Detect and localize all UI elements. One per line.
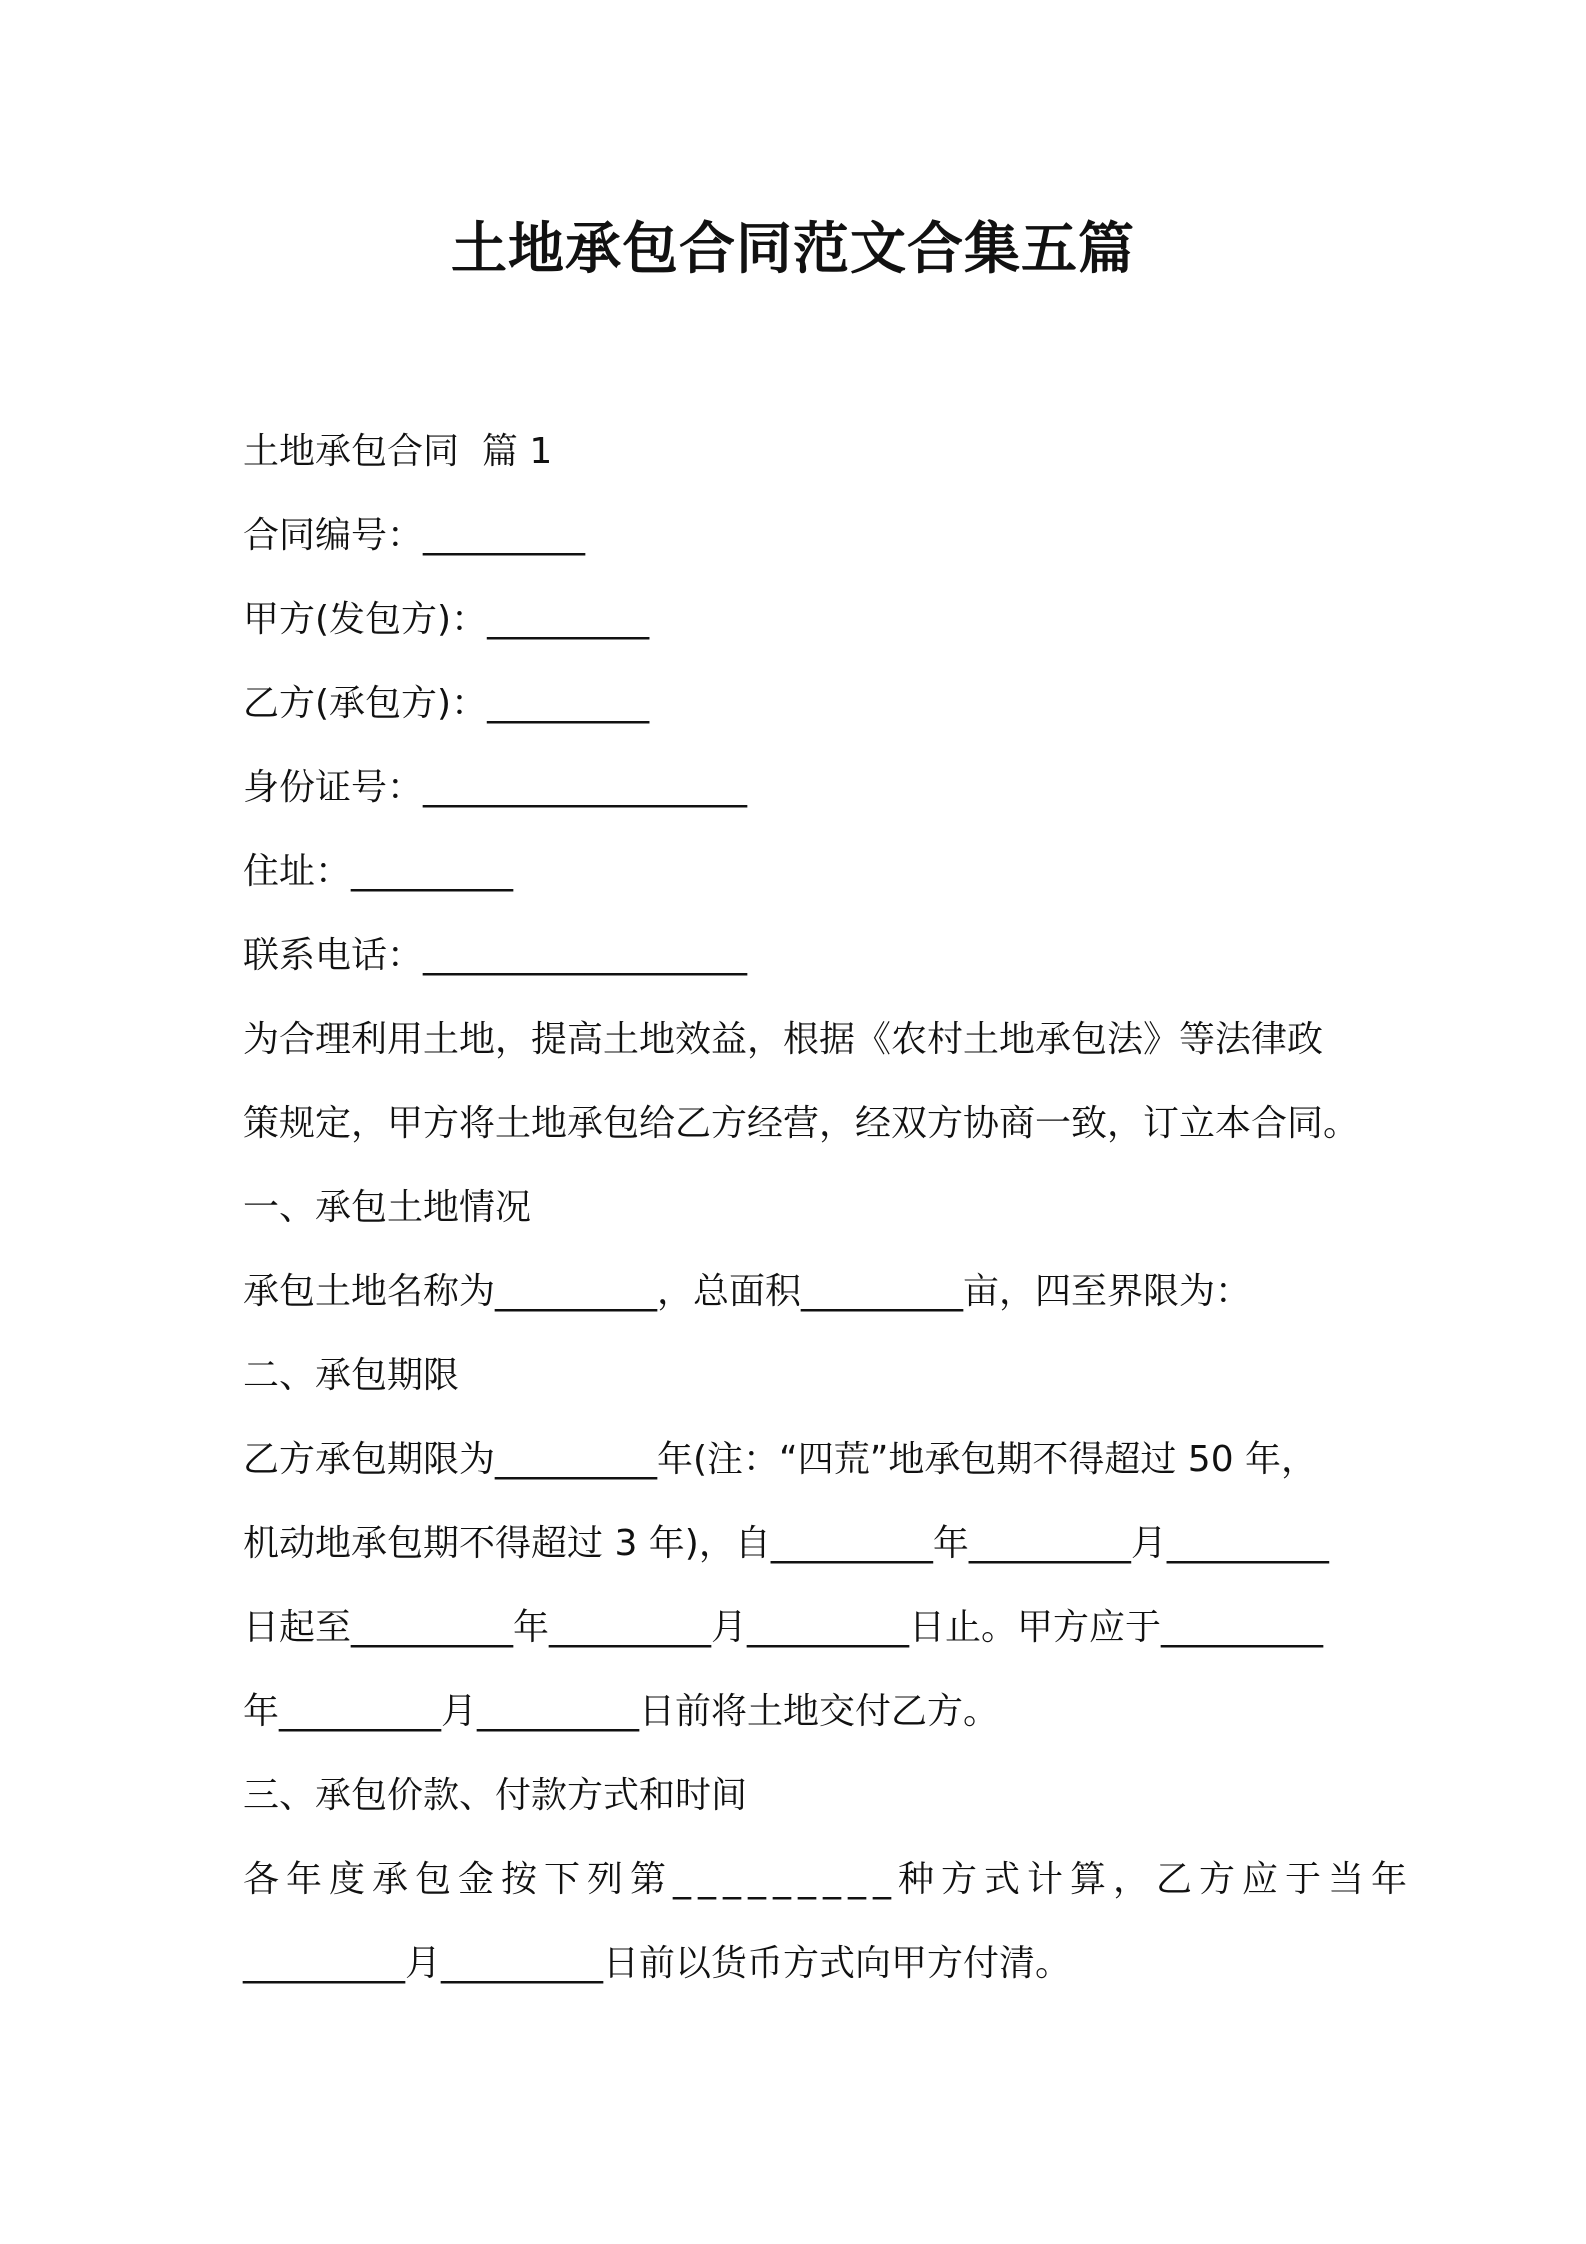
id-number-field: 身份证号：__________________ [243, 767, 748, 808]
land-info-line: 承包土地名称为_________，总面积_________亩，四至界限为： [243, 1271, 1252, 1312]
term-line-3: 日起至_________年_________月_________日止。甲方应于_________ [243, 1607, 1324, 1648]
section-header: 土地承包合同 篇 1 [243, 431, 553, 472]
heading-land-info: 一、承包土地情况 [243, 1187, 532, 1228]
party-a-field: 甲方(发包方)：_________ [243, 599, 650, 640]
address-field: 住址：_________ [243, 851, 514, 892]
phone-field: 联系电话：__________________ [243, 935, 748, 976]
payment-line-2: _________月_________日前以货币方式向甲方付清。 [243, 1943, 1072, 1984]
term-line-4: 年_________月_________日前将土地交付乙方。 [243, 1691, 1000, 1732]
heading-payment: 三、承包价款、付款方式和时间 [243, 1775, 748, 1816]
intro-paragraph-line-2: 策规定，甲方将土地承包给乙方经营，经双方协商一致，订立本合同。 [243, 1103, 1360, 1144]
intro-paragraph-line-1: 为合理利用土地，提高土地效益，根据《农村土地承包法》等法律政 [243, 1019, 1324, 1060]
heading-term: 二、承包期限 [243, 1355, 460, 1396]
term-line-2: 机动地承包期不得超过 3 年)，自_________年_________月_________ [243, 1523, 1329, 1564]
contract-number-field: 合同编号：_________ [243, 515, 586, 556]
document-body [243, 410, 1415, 2006]
term-line-1: 乙方承包期限为_________年(注：“四荒”地承包期不得超过 50 年， [243, 1439, 1318, 1480]
party-b-field: 乙方(承包方)：_________ [243, 683, 650, 724]
payment-line-1: 各年度承包金按下列第_________种方式计算，乙方应于当年 [243, 1859, 1415, 1900]
document-title: 土地承包合同范文合集五篇 [451, 217, 1135, 282]
